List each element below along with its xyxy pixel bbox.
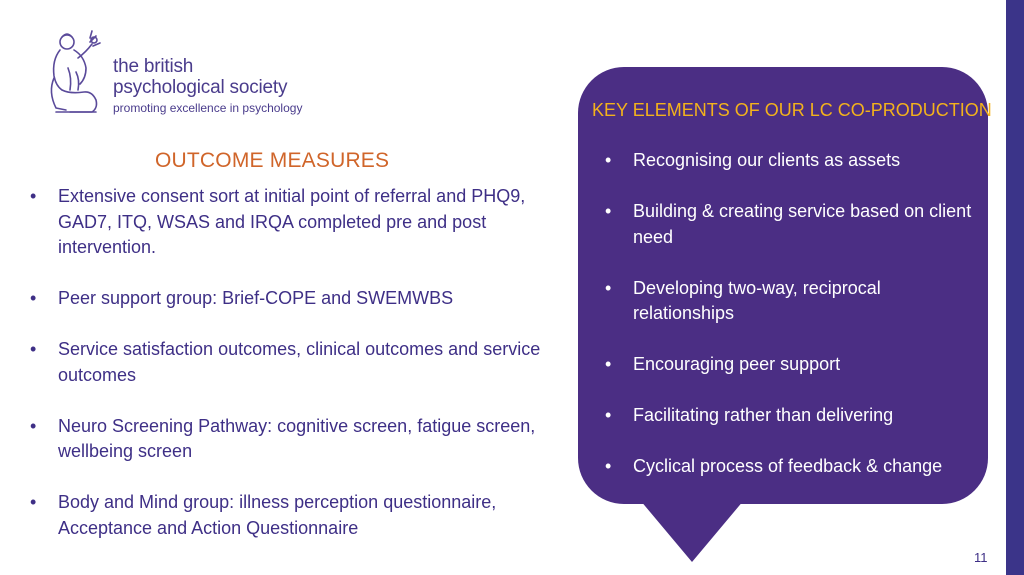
bullet-icon: • [605, 150, 612, 170]
bullet-icon: • [30, 339, 37, 359]
list-item-text: Facilitating rather than delivering [633, 405, 894, 425]
list-item [605, 454, 975, 480]
right-edge-stripe [1006, 0, 1024, 575]
bullet-icon: • [605, 201, 612, 221]
logo-line-2: psychological society [113, 77, 288, 98]
bullet-icon: • [30, 492, 37, 512]
outcome-measures-list [30, 184, 550, 567]
bullet-icon: • [30, 415, 37, 436]
outcome-measures-title: OUTCOME MEASURES [155, 149, 390, 172]
list-item-text: Service satisfaction outcomes, clinical outcomes and service outcomes [58, 339, 541, 385]
bullet-icon: • [605, 354, 612, 374]
list-item [30, 286, 550, 312]
list-item-text: Peer support group: Brief-COPE and SWEMWBS [58, 288, 454, 308]
list-item [605, 403, 975, 429]
list-item-text: Developing two-way, reciprocal relationships [633, 277, 881, 323]
bps-figure-icon [40, 28, 106, 120]
list-item-text: Recognising our clients as assets [633, 150, 901, 170]
list-item-text: Extensive consent sort at initial point of referral and PHQ9, GAD7, ITQ, WSAS and IRQA completed pre and post intervention. [58, 186, 526, 257]
bullet-icon: • [605, 405, 612, 425]
list-item-text: Cyclical process of feedback & change [633, 456, 943, 476]
key-elements-list [605, 148, 975, 505]
logo-tagline: promoting excellence in psychology [113, 101, 303, 115]
list-item [605, 276, 975, 327]
bullet-icon: • [30, 186, 37, 206]
list-item [30, 414, 550, 465]
list-item [605, 148, 975, 174]
list-item-text: Building & creating service based on client need [633, 201, 972, 247]
bullet-icon: • [605, 456, 612, 476]
speech-bubble-tail [640, 500, 744, 562]
list-item [30, 337, 550, 388]
list-item-text: Body and Mind group: illness perception questionnaire, Acceptance and Action Questionnaire [58, 492, 497, 538]
list-item [605, 199, 975, 250]
list-item-text: Encouraging peer support [633, 354, 841, 374]
logo-line-1: the british [113, 56, 194, 77]
bullet-icon: • [605, 277, 612, 298]
logo-text [113, 56, 302, 116]
list-item-text: Neuro Screening Pathway: cognitive screen, fatigue screen, wellbeing screen [58, 415, 536, 461]
list-item [30, 184, 550, 261]
bps-logo [40, 28, 340, 124]
list-item [30, 490, 550, 541]
key-elements-title: KEY ELEMENTS OF OUR LC CO-PRODUCTION [592, 100, 992, 120]
page-number: 11 [974, 550, 988, 565]
bullet-icon: • [30, 288, 37, 308]
list-item [605, 352, 975, 378]
